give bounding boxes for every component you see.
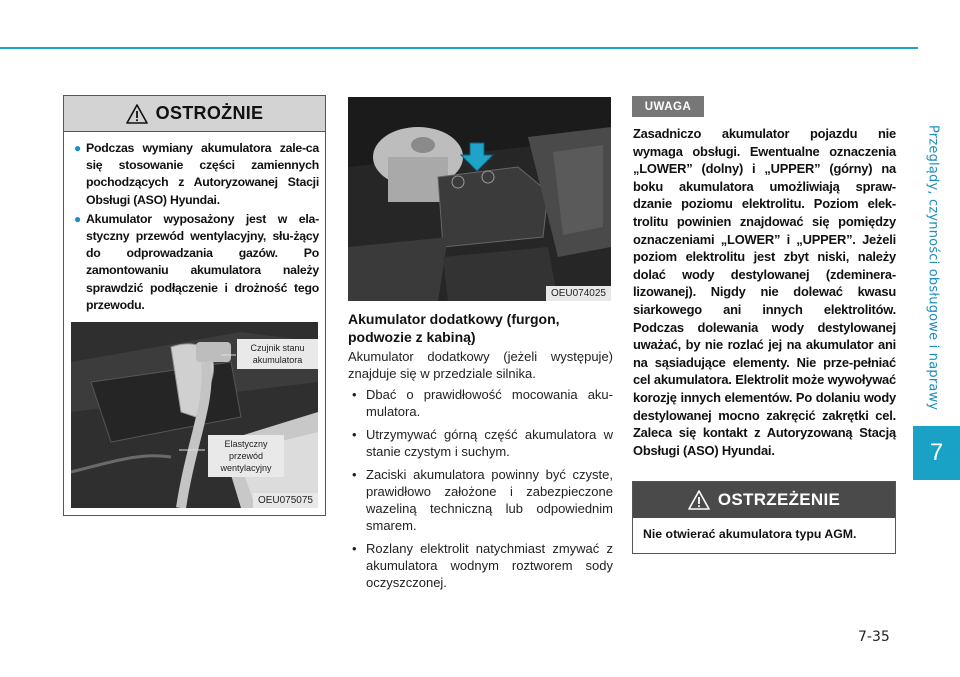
callout-hose: Elastyczny przewód wentylacyjny bbox=[208, 435, 284, 477]
page-number: 7-35 bbox=[858, 629, 890, 645]
caution-item: ● Akumulator wyposażony jest w ela-styczny przewód wentylacyjny, słu-żący do odprowadzania gazów. Po zamontowaniu akumulatora należy sprawdzić podłączenie i drożność tego przewodu. bbox=[74, 211, 319, 312]
battery-sensor-photo bbox=[71, 322, 318, 508]
figure-code: OEU074025 bbox=[546, 286, 611, 301]
caution-title: OSTROŻNIE bbox=[155, 103, 264, 123]
figure-code: OEU075075 bbox=[253, 493, 318, 508]
note-text: Zasadniczo akumulator pojazdu nie wymaga obsługi. Ewentualne oznaczenia „LOWER” (dolny) i „UPPER” (górny) na boku akumulatora umożliwiają spraw-dzanie poziomu elektrolitu. Poziom elek-trolitu powinien znajdować się pomiędzy oznaczeniami „LOWER” i „UPPER”. Jeżeli poziom elektrolitu jest zbyt niski, należy dolać wody destylowanej (zdeminera-lizowanej). Nigdy nie dolewać kwasu siarkowego ani innych elektrolitów. Podczas dolewania wody destylowanej uważać, by nie rozlać jej na akumulator ani na sąsiadujące elementy. Nie prze-pełniać cel akumulatora. Elektrolit może wywoływać korozję innych elementów. Po dolaniu wody destylowanej mocno zakręcić zakrętki cel. Zaleca się kontakt z Autoryzowaną Stacją Obsługi (ASO) Hyundai. bbox=[633, 126, 896, 458]
warning-triangle-icon bbox=[688, 490, 710, 510]
list-item: • Rozlany elektrolit natychmiast zmywać z akumulatora wodnym roztworem sody oczyszczonej. bbox=[352, 541, 613, 590]
warning-header bbox=[633, 482, 895, 518]
bullet-dot-icon: • bbox=[352, 427, 357, 442]
list-item: • Dbać o prawidłowość mocowania aku-mulatora. bbox=[352, 387, 613, 419]
warning-box bbox=[632, 481, 896, 554]
section-heading: Akumulator dodatkowy (furgon, podwozie z kabiną) bbox=[348, 311, 560, 345]
list-item: • Utrzymywać górną część akumulatora w stanie czystym i suchym. bbox=[352, 427, 613, 459]
maintenance-list bbox=[350, 386, 613, 597]
bullet-dot-icon: • bbox=[352, 387, 357, 402]
caution-header bbox=[64, 96, 325, 132]
warning-title: OSTRZEŻENIE bbox=[717, 490, 841, 509]
chapter-side-title: Przeglądy, czynności obsługowe i naprawy bbox=[925, 125, 941, 411]
engine-bay-illustration bbox=[348, 97, 611, 301]
callout-sensor: Czujnik stanu akumulatora bbox=[237, 339, 318, 369]
engine-bay-photo bbox=[348, 97, 611, 301]
warning-text: Nie otwierać akumulatora typu AGM. bbox=[643, 527, 857, 541]
section-intro: Akumulator dodatkowy (jeżeli występuje) znajduje się w przedziale silnika. bbox=[348, 349, 613, 381]
bullet-dot-icon: ● bbox=[74, 141, 81, 155]
header-rule bbox=[0, 47, 918, 49]
caution-list bbox=[74, 140, 319, 316]
bullet-dot-icon: • bbox=[352, 541, 357, 556]
list-item: • Zaciski akumulatora powinny być czyste, prawidłowo założone i zabezpieczone wazeliną techniczną lub odpowiednim smarem. bbox=[352, 467, 613, 533]
note-badge: UWAGA bbox=[632, 96, 704, 117]
chapter-tab: 7 bbox=[913, 426, 960, 480]
caution-item: ● Podczas wymiany akumulatora zale-ca się stosowanie części zamiennych pochodzących z Autoryzowanej Stacji Obsługi (ASO) Hyundai. bbox=[74, 141, 319, 207]
bullet-dot-icon: • bbox=[352, 467, 357, 482]
bullet-dot-icon: ● bbox=[74, 211, 81, 226]
warning-triangle-icon bbox=[126, 104, 148, 124]
